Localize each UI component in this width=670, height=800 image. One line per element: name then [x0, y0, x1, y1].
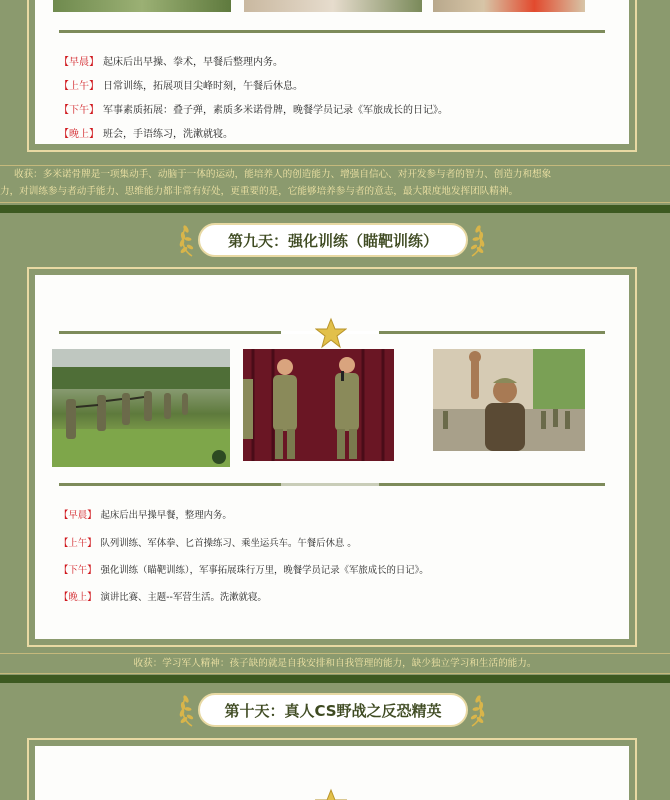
schedule-text: 队列训练、军体拳、匕首操练习、乘坐运兵车。午餐后休息 。 [100, 537, 357, 549]
day9-harvest [0, 653, 670, 674]
day10-card [27, 738, 637, 800]
day10-card-inner [35, 746, 629, 800]
day9-card [27, 267, 637, 647]
schedule-text: 军事素质拓展：叠子弹，素质多米诺骨牌，晚餐学员记录《军旅成长的日记》。 [103, 104, 448, 116]
day8-photo-middle [244, 0, 422, 12]
day10-header [0, 690, 670, 730]
day8-divider [59, 30, 605, 33]
schedule-row [59, 555, 617, 582]
day8-card-inner [35, 0, 629, 144]
day8-schedule [59, 48, 617, 144]
day9-card-inner [35, 275, 629, 639]
day9-title: 第九天：强化训练（瞄靶训练） [227, 231, 438, 250]
laurel-right-icon [466, 222, 486, 258]
day9-header [0, 220, 670, 260]
harvest-line-1: 收获：多米诺骨牌是一项集动手、动脑于一体的运动，能培养人的创造能力、增强自信心、对开发参与者的智力、创造力和想象 [14, 169, 552, 180]
schedule-row [59, 500, 617, 528]
time-tag: 【上午】 [59, 537, 97, 549]
time-tag: 【早晨】 [59, 510, 97, 521]
schedule-row [59, 96, 617, 120]
section-band [0, 675, 670, 683]
schedule-row [59, 528, 617, 555]
time-tag: 【早晨】 [59, 56, 99, 68]
harvest-text: 收获：学习军人精神：孩子缺的就是自我安排和自我管理的能力，缺少独立学习和生活的能力。 [133, 658, 537, 669]
students-speech-photo [243, 349, 394, 461]
harvest-line-2: 力，对训练参与者动手能力、思维能力都非常有好处，更重要的是，它能够培养参与者的意志，最大限度地发挥团队精神。 [0, 186, 519, 197]
star-icon [315, 788, 347, 800]
day8-photo-left [53, 0, 231, 12]
laurel-left-icon [178, 222, 198, 258]
schedule-text: 起床后出早操早餐，整理内务。 [100, 510, 232, 521]
time-tag: 【下午】 [59, 104, 99, 116]
day9-title-pill [198, 223, 468, 257]
shooting-drill-photo [52, 349, 230, 467]
day10-title-pill [198, 693, 468, 727]
day8-card [27, 0, 637, 152]
laurel-left-icon [178, 692, 198, 728]
schedule-row [59, 120, 617, 144]
schedule-row [59, 72, 617, 96]
schedule-text: 演讲比赛、主题--军营生活。洗漱就寝。 [100, 591, 267, 603]
day8-harvest [0, 165, 670, 203]
star-icon [315, 317, 347, 349]
schedule-row [59, 48, 617, 72]
schedule-text: 日常训练，拓展项目尖峰时刻，午餐后休息。 [103, 80, 303, 92]
salute-photo [433, 349, 585, 451]
schedule-text: 强化训练（瞄靶训练），军事拓展珠行万里，晚餐学员记录《军旅成长的日记》。 [100, 564, 429, 576]
day9-schedule [59, 500, 617, 609]
time-tag: 【上午】 [59, 80, 99, 92]
schedule-row [59, 582, 617, 609]
schedule-text: 起床后出早操、拳术，早餐后整理内务。 [103, 56, 283, 68]
day10-title: 第十天：真人CS野战之反恐精英 [224, 701, 442, 720]
day8-photo-right [433, 0, 585, 12]
laurel-right-icon [466, 692, 486, 728]
time-tag: 【晚上】 [59, 128, 99, 140]
section-band [0, 205, 670, 213]
time-tag: 【晚上】 [59, 591, 97, 603]
time-tag: 【下午】 [59, 564, 97, 576]
schedule-text: 班会，手语练习，洗漱就寝。 [103, 128, 233, 140]
